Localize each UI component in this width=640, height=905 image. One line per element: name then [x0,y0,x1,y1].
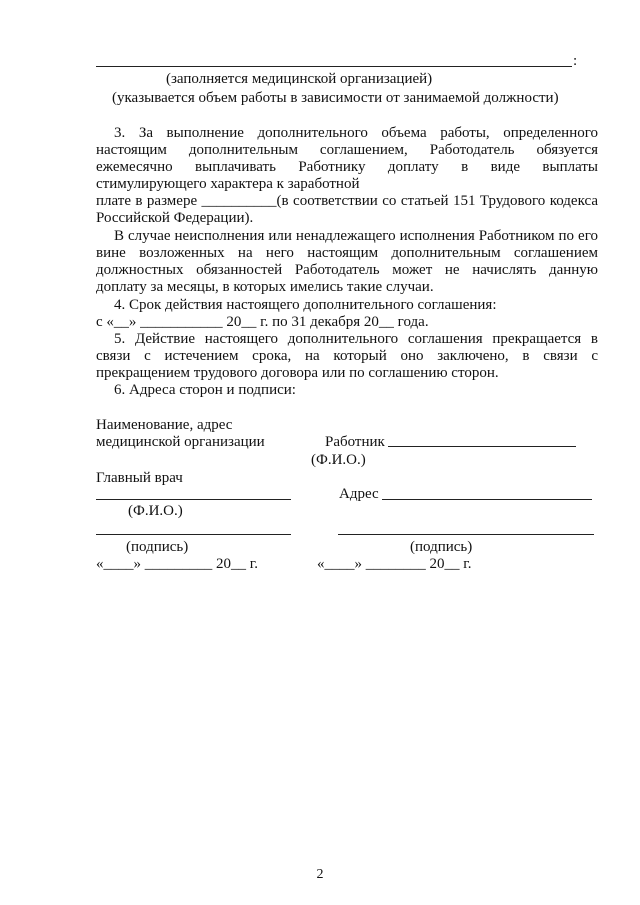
worker-name-line [388,446,576,447]
page-number: 2 [316,867,324,882]
chief-name-line [96,499,291,500]
chief-label: Главный врач [96,470,183,486]
org-label-line1: Наименование, адрес [96,417,233,433]
org-label-line2: медицинской организации [96,434,265,450]
date-left: «____» _________ 20__ г. [96,556,258,572]
clause5-line3: прекращением трудового договора или по соглашению сторон. [96,365,499,381]
clause3-line2: настоящим дополнительным соглашением, Работодатель обязуется [96,142,598,158]
clause3-line3: ежемесячно выплачивать Работнику доплату в виде выплаты [96,159,598,175]
filled-by-note: (заполняется медицинской организацией) [166,71,433,87]
breach-line4: доплату за месяцы, в которых имелись такие случаи. [96,279,434,295]
top-colon: : [573,53,578,69]
address-line [382,499,592,500]
clause5-line2: связи с истечением срока, на который оно заключено, в связи с [96,348,598,364]
chief-signature-line [96,534,291,535]
sign-caption-left: (подпись) [126,539,189,555]
clause3-line5: плате в размере __________(в соответствии со статьей 151 Трудового кодекса [96,193,598,209]
clause6-line1: 6. Адреса сторон и подписи: [114,382,296,398]
breach-line2: вине возложенных на него настоящим дополнительным соглашением [96,245,598,261]
date-right: «____» ________ 20__ г. [317,556,472,572]
clause4-line1: 4. Срок действия настоящего дополнительного соглашения: [114,297,497,313]
top-blank-line [96,66,572,67]
worker-signature-line [338,534,594,535]
clause5-line1: 5. Действие настоящего дополнительного соглашения прекращается в [114,331,598,347]
clause4-line2: с «__» ___________ 20__ г. по 31 декабря 20__ года. [96,314,429,330]
scope-note: (указывается объем работы в зависимости от занимаемой должности) [112,90,559,106]
worker-label: Работник [325,434,385,450]
breach-line1: В случае неисполнения или ненадлежащего исполнения Работником по его [114,228,598,244]
worker-fio-caption: (Ф.И.О.) [311,452,366,468]
address-label: Адрес [339,486,379,502]
chief-fio-caption: (Ф.И.О.) [128,503,183,519]
sign-caption-right: (подпись) [410,539,473,555]
clause3-line1: 3. За выполнение дополнительного объема работы, определенного [114,125,598,141]
clause3-line4: стимулирующего характера к заработной [96,176,360,192]
clause3-line6: Российской Федерации). [96,210,254,226]
breach-line3: должностных обязанностей Работодатель может не начислять данную [96,262,598,278]
